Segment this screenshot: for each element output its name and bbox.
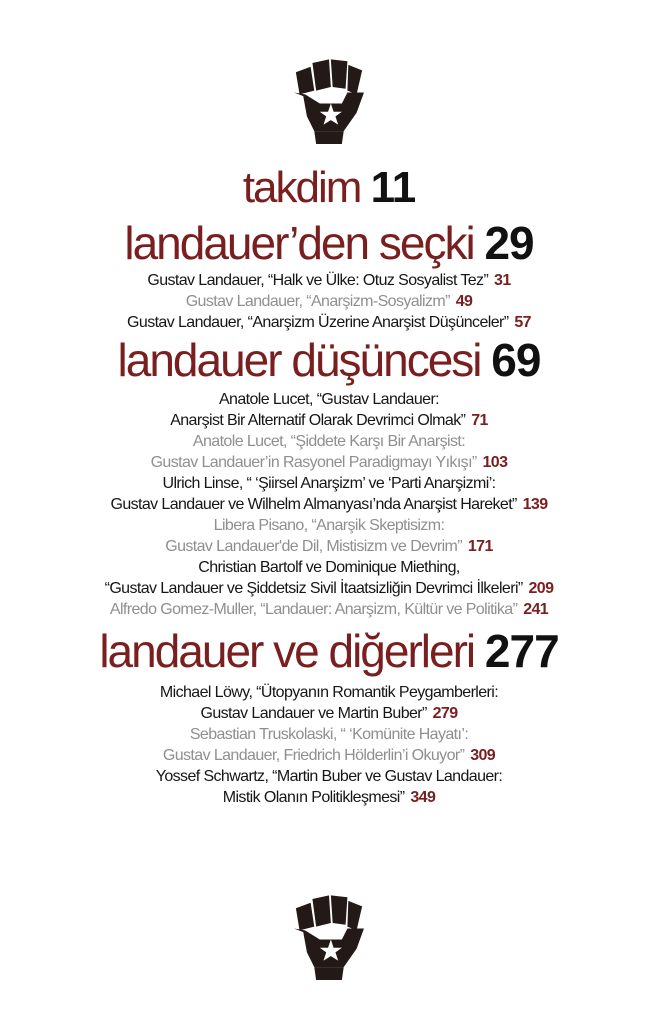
section-entries-digerleri [0, 682, 658, 808]
toc-entry[interactable]: Gustav Landauer, “Halk ve Ülke: Otuz Sosyalist Tez” 31 [147, 272, 511, 289]
toc-entry-line: “Gustav Landauer ve Şiddetsiz Sivil İtaatsizliğin Devrimci İlkeleri” 209 [104, 580, 554, 597]
toc-entry-line: Gustav Landauer'de Dil, Mistisizm ve Devrim” 171 [165, 538, 493, 555]
toc-entry-line: Christian Bartolf ve Dominique Miething, [198, 559, 460, 576]
section-heading-dusuncesi: landauer düşüncesi 69 [117, 334, 541, 386]
toc-entry-line: Yossef Schwartz, “Martin Buber ve Gustav Landauer: [155, 768, 503, 785]
toc-entry[interactable] [0, 515, 658, 557]
raised-fist-icon-graphic [283, 52, 375, 144]
section-heading-secki: landauer’den seçki 29 [124, 217, 534, 269]
section-entries-secki [0, 270, 658, 333]
table-of-contents [0, 160, 658, 808]
toc-entry[interactable]: Gustav Landauer, “Anarşizm-Sosyalizm” 49 [185, 293, 473, 310]
toc-entry[interactable] [0, 682, 658, 724]
toc-entry-line: Mistik Olanın Politikleşmesi” 349 [222, 789, 436, 806]
toc-entry-line: Gustav Landauer ve Martin Buber” 279 [200, 705, 458, 722]
toc-entry[interactable] [0, 473, 658, 515]
toc-entry-line: Anatole Lucet, “Gustav Landauer: [218, 391, 440, 408]
toc-entry-line: Libera Pisano, “Anarşik Skeptisizm: [213, 517, 445, 534]
section-heading-digerleri: landauer ve diğerleri 277 [99, 625, 559, 677]
section-entries-dusuncesi [0, 389, 658, 620]
toc-entry[interactable] [0, 724, 658, 766]
toc-entry[interactable]: Gustav Landauer, “Anarşizm Üzerine Anarşist Düşünceler” 57 [127, 314, 531, 331]
raised-fist-icon-graphic [283, 888, 375, 980]
toc-entry-line: Gustav Landauer ve Wilhelm Almanyası’nda Anarşist Hareket” 139 [110, 496, 548, 513]
toc-entry[interactable] [0, 431, 658, 473]
toc-entry-line: Sebastian Truskolaski, “ ‘Komünite Hayatı’: [189, 726, 469, 743]
toc-entry-line: Michael Löwy, “Ütopyanın Romantik Peygamberleri: [159, 684, 499, 701]
toc-entry-line: Anatole Lucet, “Şiddete Karşı Bir Anarşist: [192, 433, 466, 450]
raised-fist-icon [283, 888, 375, 980]
toc-entry-line: Gustav Landauer, Friedrich Hölderlin’i Okuyor” 309 [162, 747, 496, 764]
toc-entry-line: Anarşist Bir Alternatif Olarak Devrimci Olmak” 71 [170, 412, 488, 429]
toc-entry[interactable] [0, 599, 658, 620]
toc-entry[interactable] [0, 557, 658, 599]
toc-entry-line: Ulrich Linse, “ ‘Şiirsel Anarşizm’ ve ‘Parti Anarşizmi’: [162, 475, 496, 492]
toc-entry[interactable] [0, 766, 658, 808]
toc-entry[interactable] [0, 389, 658, 431]
toc-entry-line: Alfredo Gomez-Muller, “Landauer: Anarşizm, Kültür ve Politika” 241 [109, 601, 549, 618]
raised-fist-icon [283, 52, 375, 144]
toc-entry-line: Gustav Landauer’in Rasyonel Paradigmayı Yıkışı” 103 [150, 454, 508, 471]
section-heading-takdim: takdim 11 [242, 163, 416, 212]
